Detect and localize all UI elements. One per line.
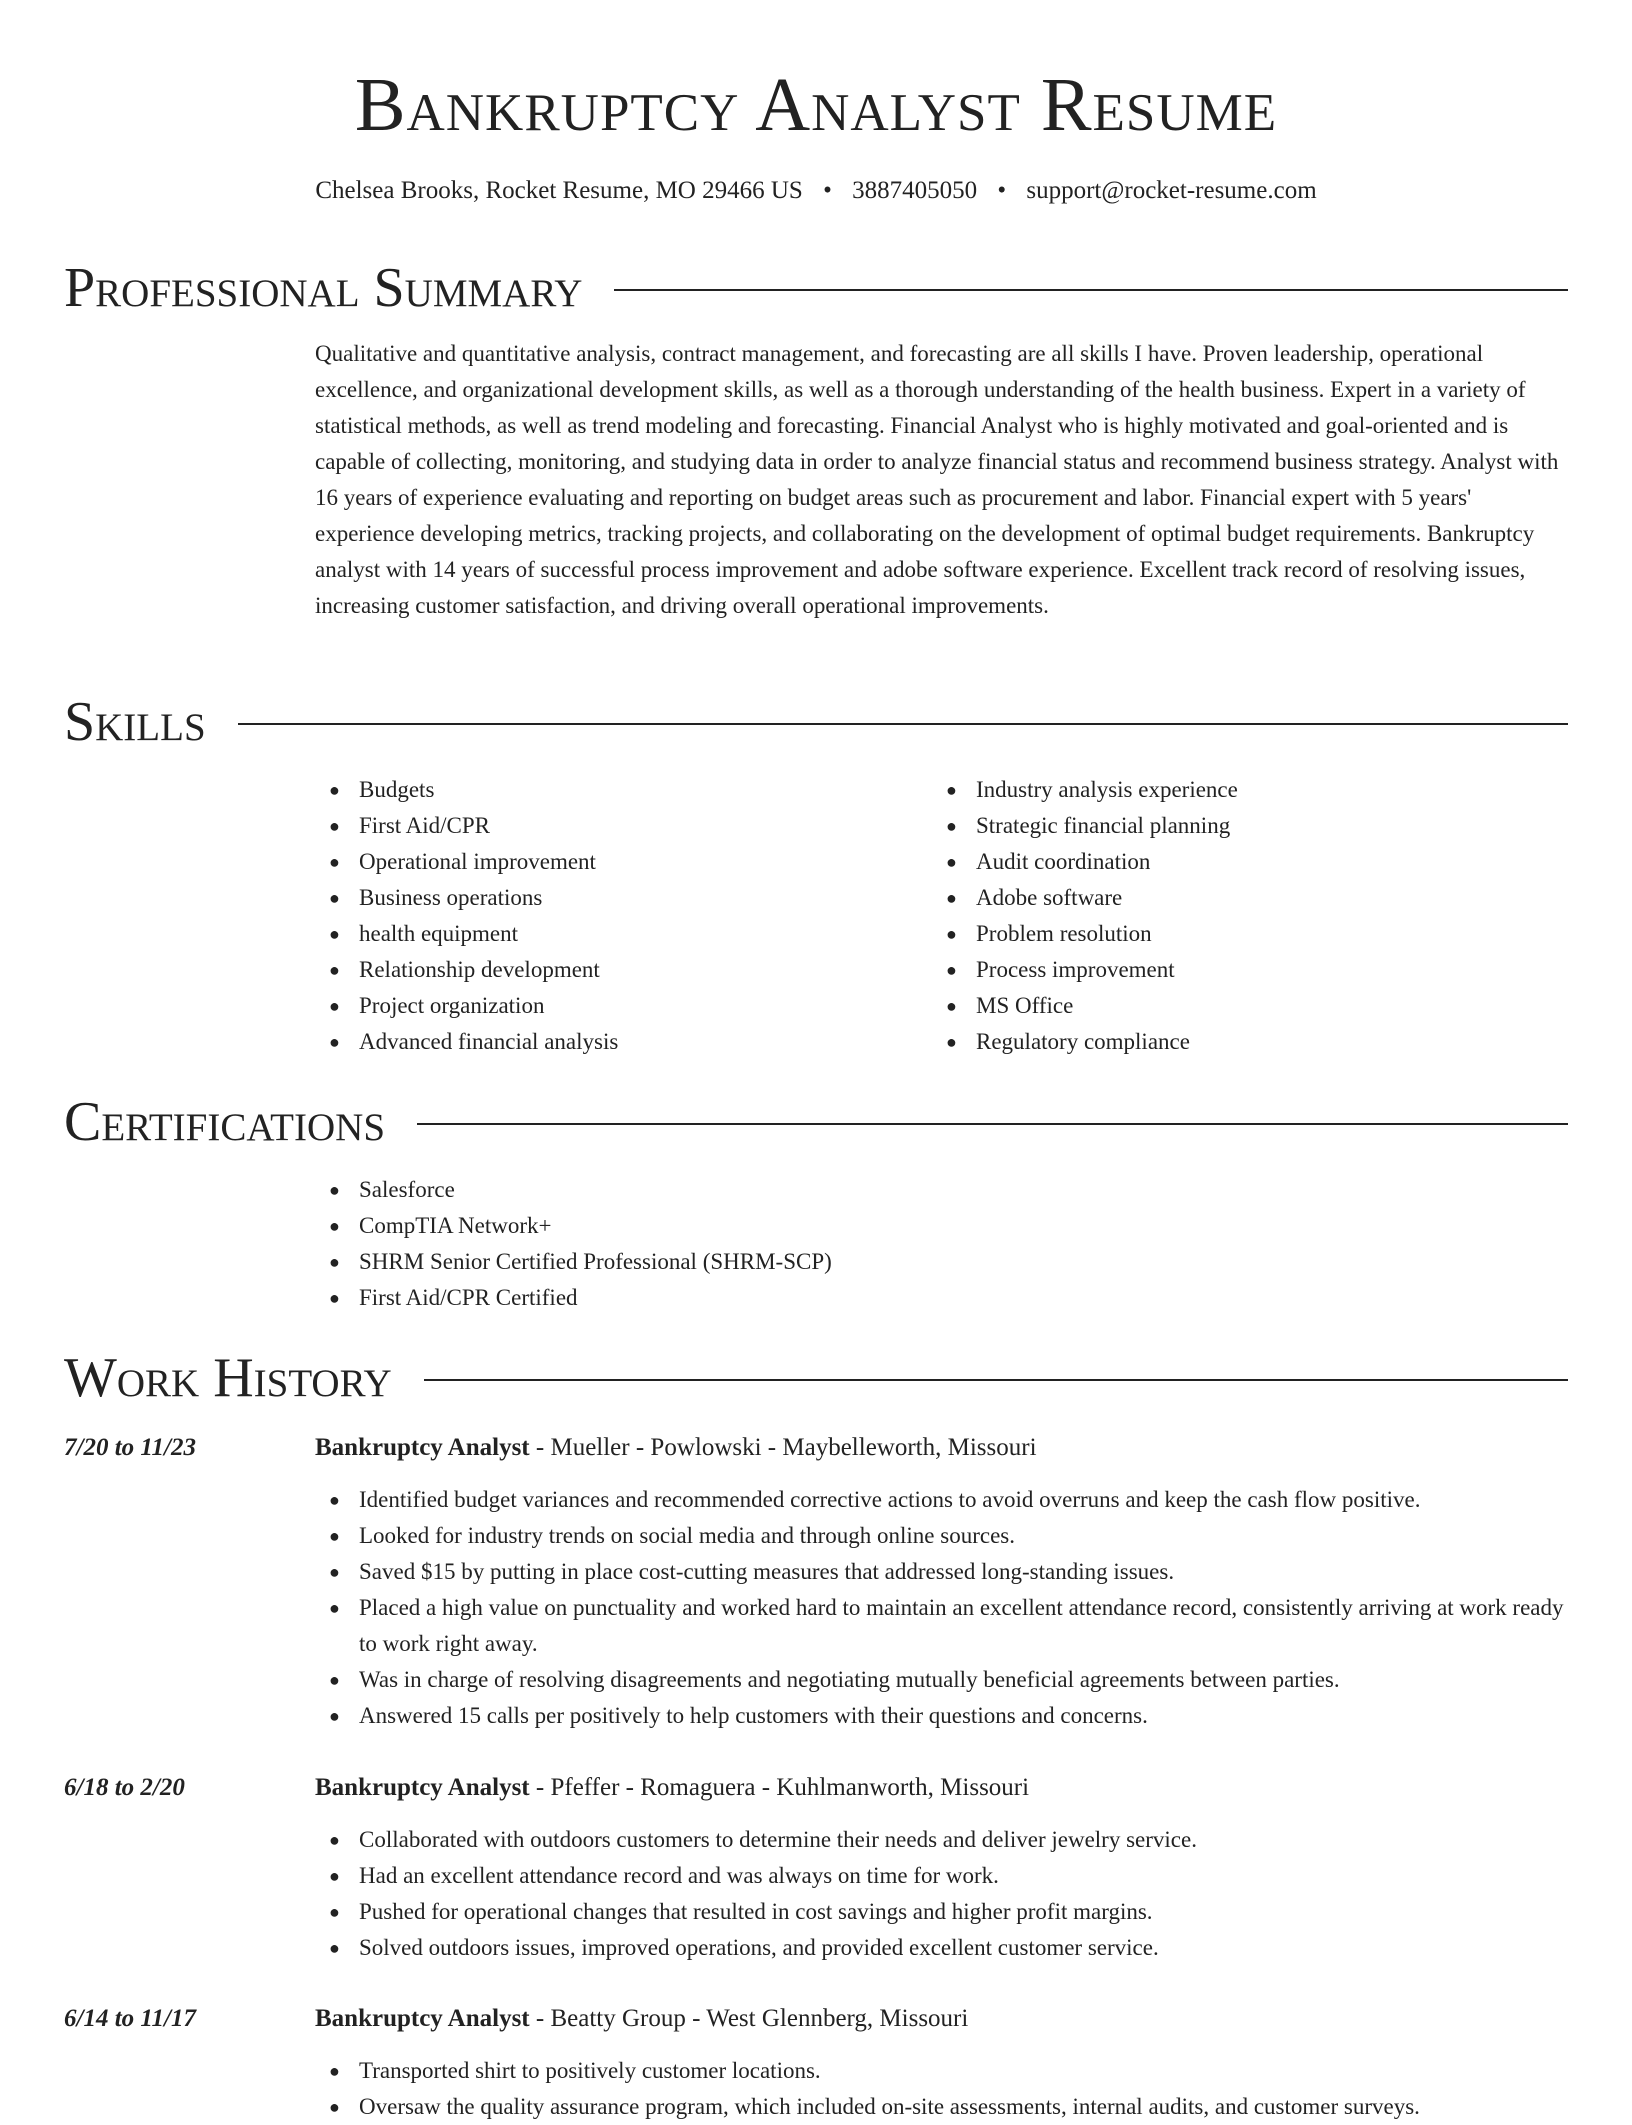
job-employer: - Beatty Group - West Glennberg, Missouri	[529, 2005, 969, 2032]
section-title: Skills	[64, 691, 206, 753]
bullet-icon: ●	[329, 852, 340, 872]
contact-line	[0, 174, 1632, 208]
duty-item-text: Solved outdoors issues, improved operations, and provided excellent customer service.	[359, 1935, 1159, 1960]
duty-item	[315, 1858, 1575, 1894]
job-duties	[315, 1482, 1575, 1734]
bullet-icon: ●	[946, 888, 957, 908]
section-work-history-heading	[64, 1346, 1568, 1410]
bullet-icon: ●	[329, 1032, 340, 1052]
certification-item	[315, 1208, 1575, 1244]
skill-item-text: Adobe software	[976, 885, 1123, 910]
skill-item-text: Problem resolution	[976, 921, 1152, 946]
bullet-icon: ●	[329, 1670, 340, 1690]
skills-column-right	[932, 772, 1572, 1060]
certification-item	[315, 1244, 1575, 1280]
skill-item	[932, 1024, 1572, 1060]
skill-item	[315, 1024, 915, 1060]
certification-item-text: Salesforce	[359, 1177, 455, 1202]
duties-list	[315, 1822, 1575, 1966]
duty-item	[315, 1590, 1575, 1662]
certification-item-text: SHRM Senior Certified Professional (SHRM-SCP)	[359, 1249, 832, 1274]
duty-item-text: Transported shirt to positively customer locations.	[359, 2058, 821, 2083]
contact-address: Chelsea Brooks, Rocket Resume, MO 29466 US	[315, 177, 803, 204]
skill-item-text: health equipment	[359, 921, 519, 946]
bullet-icon: ●	[329, 996, 340, 1016]
bullet-icon: ●	[329, 816, 340, 836]
duty-item-text: Placed a high value on punctuality and worked hard to maintain an excellent attendance record, consistently arriving at work ready to work right away.	[359, 1595, 1564, 1656]
skill-item	[932, 952, 1572, 988]
bullet-icon: ●	[329, 1866, 340, 1886]
job-header	[315, 2001, 968, 2037]
bullet-icon: ●	[946, 852, 957, 872]
duty-item	[315, 2053, 1575, 2089]
job-title: Bankruptcy Analyst	[315, 1434, 530, 1461]
duty-item	[315, 2089, 1575, 2125]
job-header	[315, 1770, 1029, 1806]
job-header	[315, 1430, 1037, 1466]
bullet-icon: ●	[946, 816, 957, 836]
section-skills-heading	[64, 690, 1568, 754]
section-certifications-heading	[64, 1090, 1568, 1154]
skill-item-text: Industry analysis experience	[976, 777, 1238, 802]
bullet-icon: ●	[946, 924, 957, 944]
bullet-icon: ●	[329, 1288, 340, 1308]
section-divider	[417, 1123, 1568, 1125]
certification-item	[315, 1280, 1575, 1316]
skill-item	[932, 916, 1572, 952]
duty-item	[315, 1518, 1575, 1554]
job-employer: - Mueller - Powlowski - Maybelleworth, Missouri	[529, 1434, 1037, 1461]
job-dates: 6/14 to 11/17	[64, 2005, 196, 2032]
bullet-icon: ●	[329, 924, 340, 944]
bullet-icon: ●	[946, 960, 957, 980]
skill-item-text: Operational improvement	[359, 849, 596, 874]
section-title: Professional Summary	[64, 257, 583, 319]
bullet-icon: ●	[329, 888, 340, 908]
duty-item-text: Pushed for operational changes that resulted in cost savings and higher profit margins.	[359, 1899, 1153, 1924]
bullet-icon: ●	[329, 1216, 340, 1236]
section-title: Work History	[64, 1347, 392, 1409]
section-title: Certifications	[64, 1091, 386, 1153]
skill-item-text: MS Office	[976, 993, 1074, 1018]
skill-item-text: Budgets	[359, 777, 435, 802]
bullet-icon: ●	[329, 1598, 340, 1618]
duty-item	[315, 1698, 1575, 1734]
duty-item-text: Collaborated with outdoors customers to determine their needs and deliver jewelry service.	[359, 1827, 1197, 1852]
skill-item	[315, 844, 915, 880]
duty-item-text: Was in charge of resolving disagreements and negotiating mutually beneficial agreements between parties.	[359, 1667, 1340, 1692]
skill-item	[932, 988, 1572, 1024]
duty-item	[315, 1894, 1575, 1930]
job-title: Bankruptcy Analyst	[315, 1774, 530, 1801]
certification-item-text: First Aid/CPR Certified	[359, 1285, 578, 1310]
section-divider	[424, 1379, 1568, 1381]
contact-separator: •	[997, 177, 1007, 204]
skill-item-text: Audit coordination	[976, 849, 1151, 874]
skill-item-text: Relationship development	[359, 957, 600, 982]
section-divider	[238, 723, 1568, 725]
duty-item	[315, 1482, 1575, 1518]
duty-item	[315, 1554, 1575, 1590]
skill-item-text: Process improvement	[976, 957, 1175, 982]
bullet-icon: ●	[329, 1706, 340, 1726]
skill-item	[315, 880, 915, 916]
job-employer: - Pfeffer - Romaguera - Kuhlmanworth, Missouri	[529, 1774, 1030, 1801]
bullet-icon: ●	[946, 780, 957, 800]
bullet-icon: ●	[946, 996, 957, 1016]
bullet-icon: ●	[329, 1562, 340, 1582]
bullet-icon: ●	[329, 1902, 340, 1922]
skills-list	[315, 772, 915, 1060]
bullet-icon: ●	[329, 1490, 340, 1510]
certifications-list	[315, 1172, 1575, 1316]
bullet-icon: ●	[329, 1938, 340, 1958]
bullet-icon: ●	[329, 960, 340, 980]
skills-list	[932, 772, 1572, 1060]
duty-item-text: Answered 15 calls per positively to help customers with their questions and concerns.	[359, 1703, 1148, 1728]
job-duties	[315, 1822, 1575, 1966]
duty-item	[315, 1930, 1575, 1966]
duty-item-text: Oversaw the quality assurance program, which included on-site assessments, internal audits, and customer surveys.	[359, 2094, 1420, 2119]
bullet-icon: ●	[329, 1252, 340, 1272]
job-duties	[315, 2053, 1575, 2125]
contact-separator: •	[823, 177, 832, 204]
bullet-icon: ●	[329, 2097, 340, 2117]
duties-list	[315, 2053, 1575, 2125]
duty-item-text: Identified budget variances and recommended corrective actions to avoid overruns and keep the cash flow positive.	[359, 1487, 1421, 1512]
skill-item	[315, 772, 915, 808]
skill-item-text: Regulatory compliance	[976, 1029, 1190, 1054]
certification-item-text: CompTIA Network+	[359, 1213, 552, 1238]
skill-item	[315, 916, 915, 952]
skill-item-text: First Aid/CPR	[359, 813, 491, 838]
skill-item-text: Advanced financial analysis	[359, 1029, 619, 1054]
skill-item-text: Strategic financial planning	[976, 813, 1231, 838]
bullet-icon: ●	[329, 780, 340, 800]
skill-item	[932, 772, 1572, 808]
skill-item	[315, 808, 915, 844]
duty-item-text: Looked for industry trends on social media and through online sources.	[359, 1523, 1015, 1548]
section-divider	[614, 289, 1568, 291]
bullet-icon: ●	[946, 1032, 957, 1052]
certification-item	[315, 1172, 1575, 1208]
summary-paragraph: Qualitative and quantitative analysis, contract management, and forecasting are all skills I have. Proven leadership, operational excellence, and organizational development skills, as well as a thorough understanding of the health business. Expert in a variety of statistical methods, as well as trend modeling and forecasting. Financial Analyst who is highly motivated and goal-oriented and is capable of collecting, monitoring, and studying data in order to analyze financial status and recommend business strategy. Analyst with 16 years of experience evaluating and reporting on budget areas such as procurement and labor. Financial expert with 5 years' experience developing metrics, tracking projects, and collaborating on the development of optimal budget requirements. Bankruptcy analyst with 14 years of successful process improvement and adobe software experience. Excellent track record of resolving issues, increasing customer satisfaction, and driving overall operational improvements.	[315, 341, 1559, 618]
duties-list	[315, 1482, 1575, 1734]
job-dates: 7/20 to 11/23	[64, 1434, 196, 1461]
contact-email: support@rocket-resume.com	[1026, 177, 1317, 204]
certifications-block	[315, 1172, 1575, 1316]
contact-phone: 3887405050	[852, 177, 978, 204]
job-dates: 6/18 to 2/20	[64, 1774, 185, 1801]
skill-item-text: Project organization	[359, 993, 545, 1018]
bullet-icon: ●	[329, 1180, 340, 1200]
job-title: Bankruptcy Analyst	[315, 2005, 530, 2032]
skill-item	[315, 988, 915, 1024]
bullet-icon: ●	[329, 2061, 340, 2081]
duty-item	[315, 1822, 1575, 1858]
skill-item	[932, 880, 1572, 916]
skill-item	[315, 952, 915, 988]
skill-item-text: Business operations	[359, 885, 543, 910]
duty-item-text: Saved $15 by putting in place cost-cutting measures that addressed long-standing issues.	[359, 1559, 1175, 1584]
bullet-icon: ●	[329, 1526, 340, 1546]
duty-item	[315, 1662, 1575, 1698]
section-summary-heading	[64, 256, 1568, 320]
bullet-icon: ●	[329, 1830, 340, 1850]
skills-column-left	[315, 772, 915, 1060]
resume-title: Bankruptcy Analyst Resume	[354, 63, 1278, 147]
duty-item-text: Had an excellent attendance record and was always on time for work.	[359, 1863, 999, 1888]
skill-item	[932, 808, 1572, 844]
skill-item	[932, 844, 1572, 880]
